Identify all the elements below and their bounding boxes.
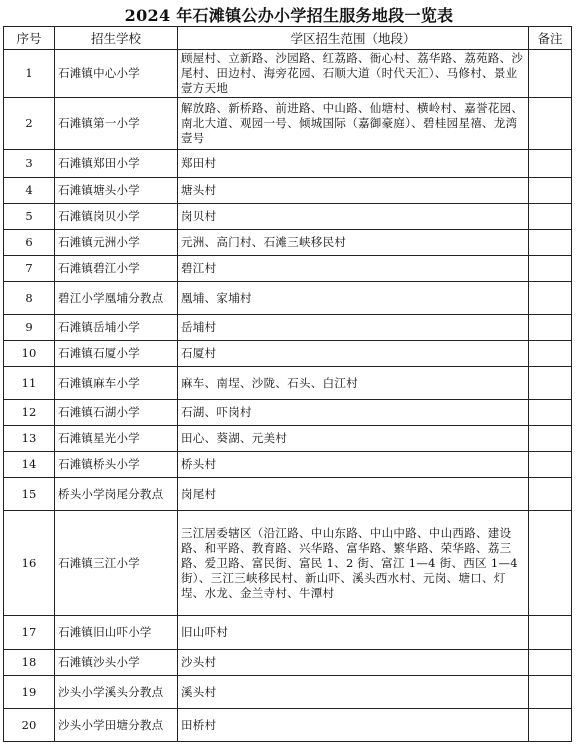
table-row xyxy=(4,204,572,230)
service-area: 石厦村 xyxy=(178,341,529,367)
service-area: 解放路、新桥路、前进路、中山路、仙塘村、横岭村、嘉誉花园、南北大道、观园一号、倾城国际（嘉御豪庭）、碧桂园星禧、龙湾壹号 xyxy=(178,98,529,150)
note-cell xyxy=(529,98,572,150)
row-number: 19 xyxy=(4,676,55,709)
note-cell xyxy=(529,709,572,742)
table-row xyxy=(4,709,572,742)
table-row xyxy=(4,676,572,709)
service-area: 溪头村 xyxy=(178,676,529,709)
service-area: 麻车、南埕、沙陇、石头、白江村 xyxy=(178,367,529,400)
header-school: 招生学校 xyxy=(55,27,178,50)
table-row xyxy=(4,650,572,676)
row-number: 14 xyxy=(4,452,55,478)
note-cell xyxy=(529,676,572,709)
service-area: 三江居委辖区（沿江路、中山东路、中山中路、中山西路、建设路、和平路、教育路、兴华路、富华路、繁华路、荣华路、荔三路、爱卫路、富民街、富民 1、2 街、富江 1—4 街、西区 1—4 街）、三江三峡移民村、新山吓、溪头西水村、元岗、塘口、灯埕、水龙、金兰寺村、牛潭村 xyxy=(178,511,529,616)
school-name: 桥头小学岗尾分教点 xyxy=(55,478,178,511)
table-row xyxy=(4,256,572,282)
row-number: 11 xyxy=(4,367,55,400)
service-area: 塘头村 xyxy=(178,178,529,204)
table-row xyxy=(4,50,572,98)
service-area: 旧山吓村 xyxy=(178,616,529,650)
table-row xyxy=(4,230,572,256)
table-row xyxy=(4,511,572,616)
school-name: 石滩镇石厦小学 xyxy=(55,341,178,367)
note-cell xyxy=(529,150,572,178)
school-name: 石滩镇三江小学 xyxy=(55,511,178,616)
row-number: 7 xyxy=(4,256,55,282)
note-cell xyxy=(529,478,572,511)
school-name: 石滩镇沙头小学 xyxy=(55,650,178,676)
enrollment-table xyxy=(3,26,572,742)
school-name: 石滩镇岗贝小学 xyxy=(55,204,178,230)
table-row xyxy=(4,452,572,478)
service-area: 岗尾村 xyxy=(178,478,529,511)
school-name: 石滩镇桥头小学 xyxy=(55,452,178,478)
service-area: 田心、葵湖、元美村 xyxy=(178,426,529,452)
note-cell xyxy=(529,341,572,367)
table-row xyxy=(4,178,572,204)
service-area: 岳埔村 xyxy=(178,315,529,341)
school-name: 石滩镇麻车小学 xyxy=(55,367,178,400)
row-number: 16 xyxy=(4,511,55,616)
table-row xyxy=(4,400,572,426)
service-area: 桥头村 xyxy=(178,452,529,478)
school-name: 石滩镇旧山吓小学 xyxy=(55,616,178,650)
table-row xyxy=(4,150,572,178)
school-name: 石滩镇碧江小学 xyxy=(55,256,178,282)
table-row xyxy=(4,98,572,150)
school-name: 石滩镇元洲小学 xyxy=(55,230,178,256)
school-name: 石滩镇塘头小学 xyxy=(55,178,178,204)
service-area: 凰埔、家埔村 xyxy=(178,282,529,315)
service-area: 岗贝村 xyxy=(178,204,529,230)
table-body xyxy=(4,50,572,742)
school-name: 石滩镇岳埔小学 xyxy=(55,315,178,341)
header-no: 序号 xyxy=(4,27,55,50)
table-row xyxy=(4,426,572,452)
note-cell xyxy=(529,616,572,650)
row-number: 20 xyxy=(4,709,55,742)
row-number: 9 xyxy=(4,315,55,341)
note-cell xyxy=(529,511,572,616)
school-name: 沙头小学溪头分教点 xyxy=(55,676,178,709)
service-area: 郑田村 xyxy=(178,150,529,178)
service-area: 石湖、吓岗村 xyxy=(178,400,529,426)
service-area: 元洲、高门村、石滩三峡移民村 xyxy=(178,230,529,256)
document-title: 2024 年石滩镇公办小学招生服务地段一览表 xyxy=(124,6,454,25)
table-header-row xyxy=(4,27,572,50)
table-row xyxy=(4,367,572,400)
header-note: 备注 xyxy=(529,27,572,50)
table-row xyxy=(4,282,572,315)
note-cell xyxy=(529,282,572,315)
table-row xyxy=(4,341,572,367)
row-number: 2 xyxy=(4,98,55,150)
note-cell xyxy=(529,204,572,230)
school-name: 石滩镇第一小学 xyxy=(55,98,178,150)
note-cell xyxy=(529,367,572,400)
row-number: 18 xyxy=(4,650,55,676)
row-number: 10 xyxy=(4,341,55,367)
table-row xyxy=(4,315,572,341)
service-area: 顾屋村、立新路、沙园路、红荔路、衙心村、荔华路、荔苑路、沙尾村、田边村、海旁花园、石顺大道（时代天汇）、马修村、景业壹方天地 xyxy=(178,50,529,98)
school-name: 石滩镇郑田小学 xyxy=(55,150,178,178)
row-number: 1 xyxy=(4,50,55,98)
row-number: 17 xyxy=(4,616,55,650)
service-area: 田桥村 xyxy=(178,709,529,742)
row-number: 15 xyxy=(4,478,55,511)
note-cell xyxy=(529,400,572,426)
note-cell xyxy=(529,230,572,256)
row-number: 4 xyxy=(4,178,55,204)
row-number: 3 xyxy=(4,150,55,178)
school-name: 石滩镇星光小学 xyxy=(55,426,178,452)
table-row xyxy=(4,478,572,511)
row-number: 13 xyxy=(4,426,55,452)
school-name: 沙头小学田塘分教点 xyxy=(55,709,178,742)
school-name: 石滩镇石湖小学 xyxy=(55,400,178,426)
table-row xyxy=(4,616,572,650)
service-area: 碧江村 xyxy=(178,256,529,282)
header-area: 学区招生范围（地段） xyxy=(178,27,529,50)
row-number: 6 xyxy=(4,230,55,256)
note-cell xyxy=(529,256,572,282)
school-name: 石滩镇中心小学 xyxy=(55,50,178,98)
note-cell xyxy=(529,650,572,676)
row-number: 12 xyxy=(4,400,55,426)
note-cell xyxy=(529,178,572,204)
note-cell xyxy=(529,452,572,478)
service-area: 沙头村 xyxy=(178,650,529,676)
note-cell xyxy=(529,426,572,452)
note-cell xyxy=(529,315,572,341)
row-number: 8 xyxy=(4,282,55,315)
note-cell xyxy=(529,50,572,98)
school-name: 碧江小学凰埔分教点 xyxy=(55,282,178,315)
row-number: 5 xyxy=(4,204,55,230)
